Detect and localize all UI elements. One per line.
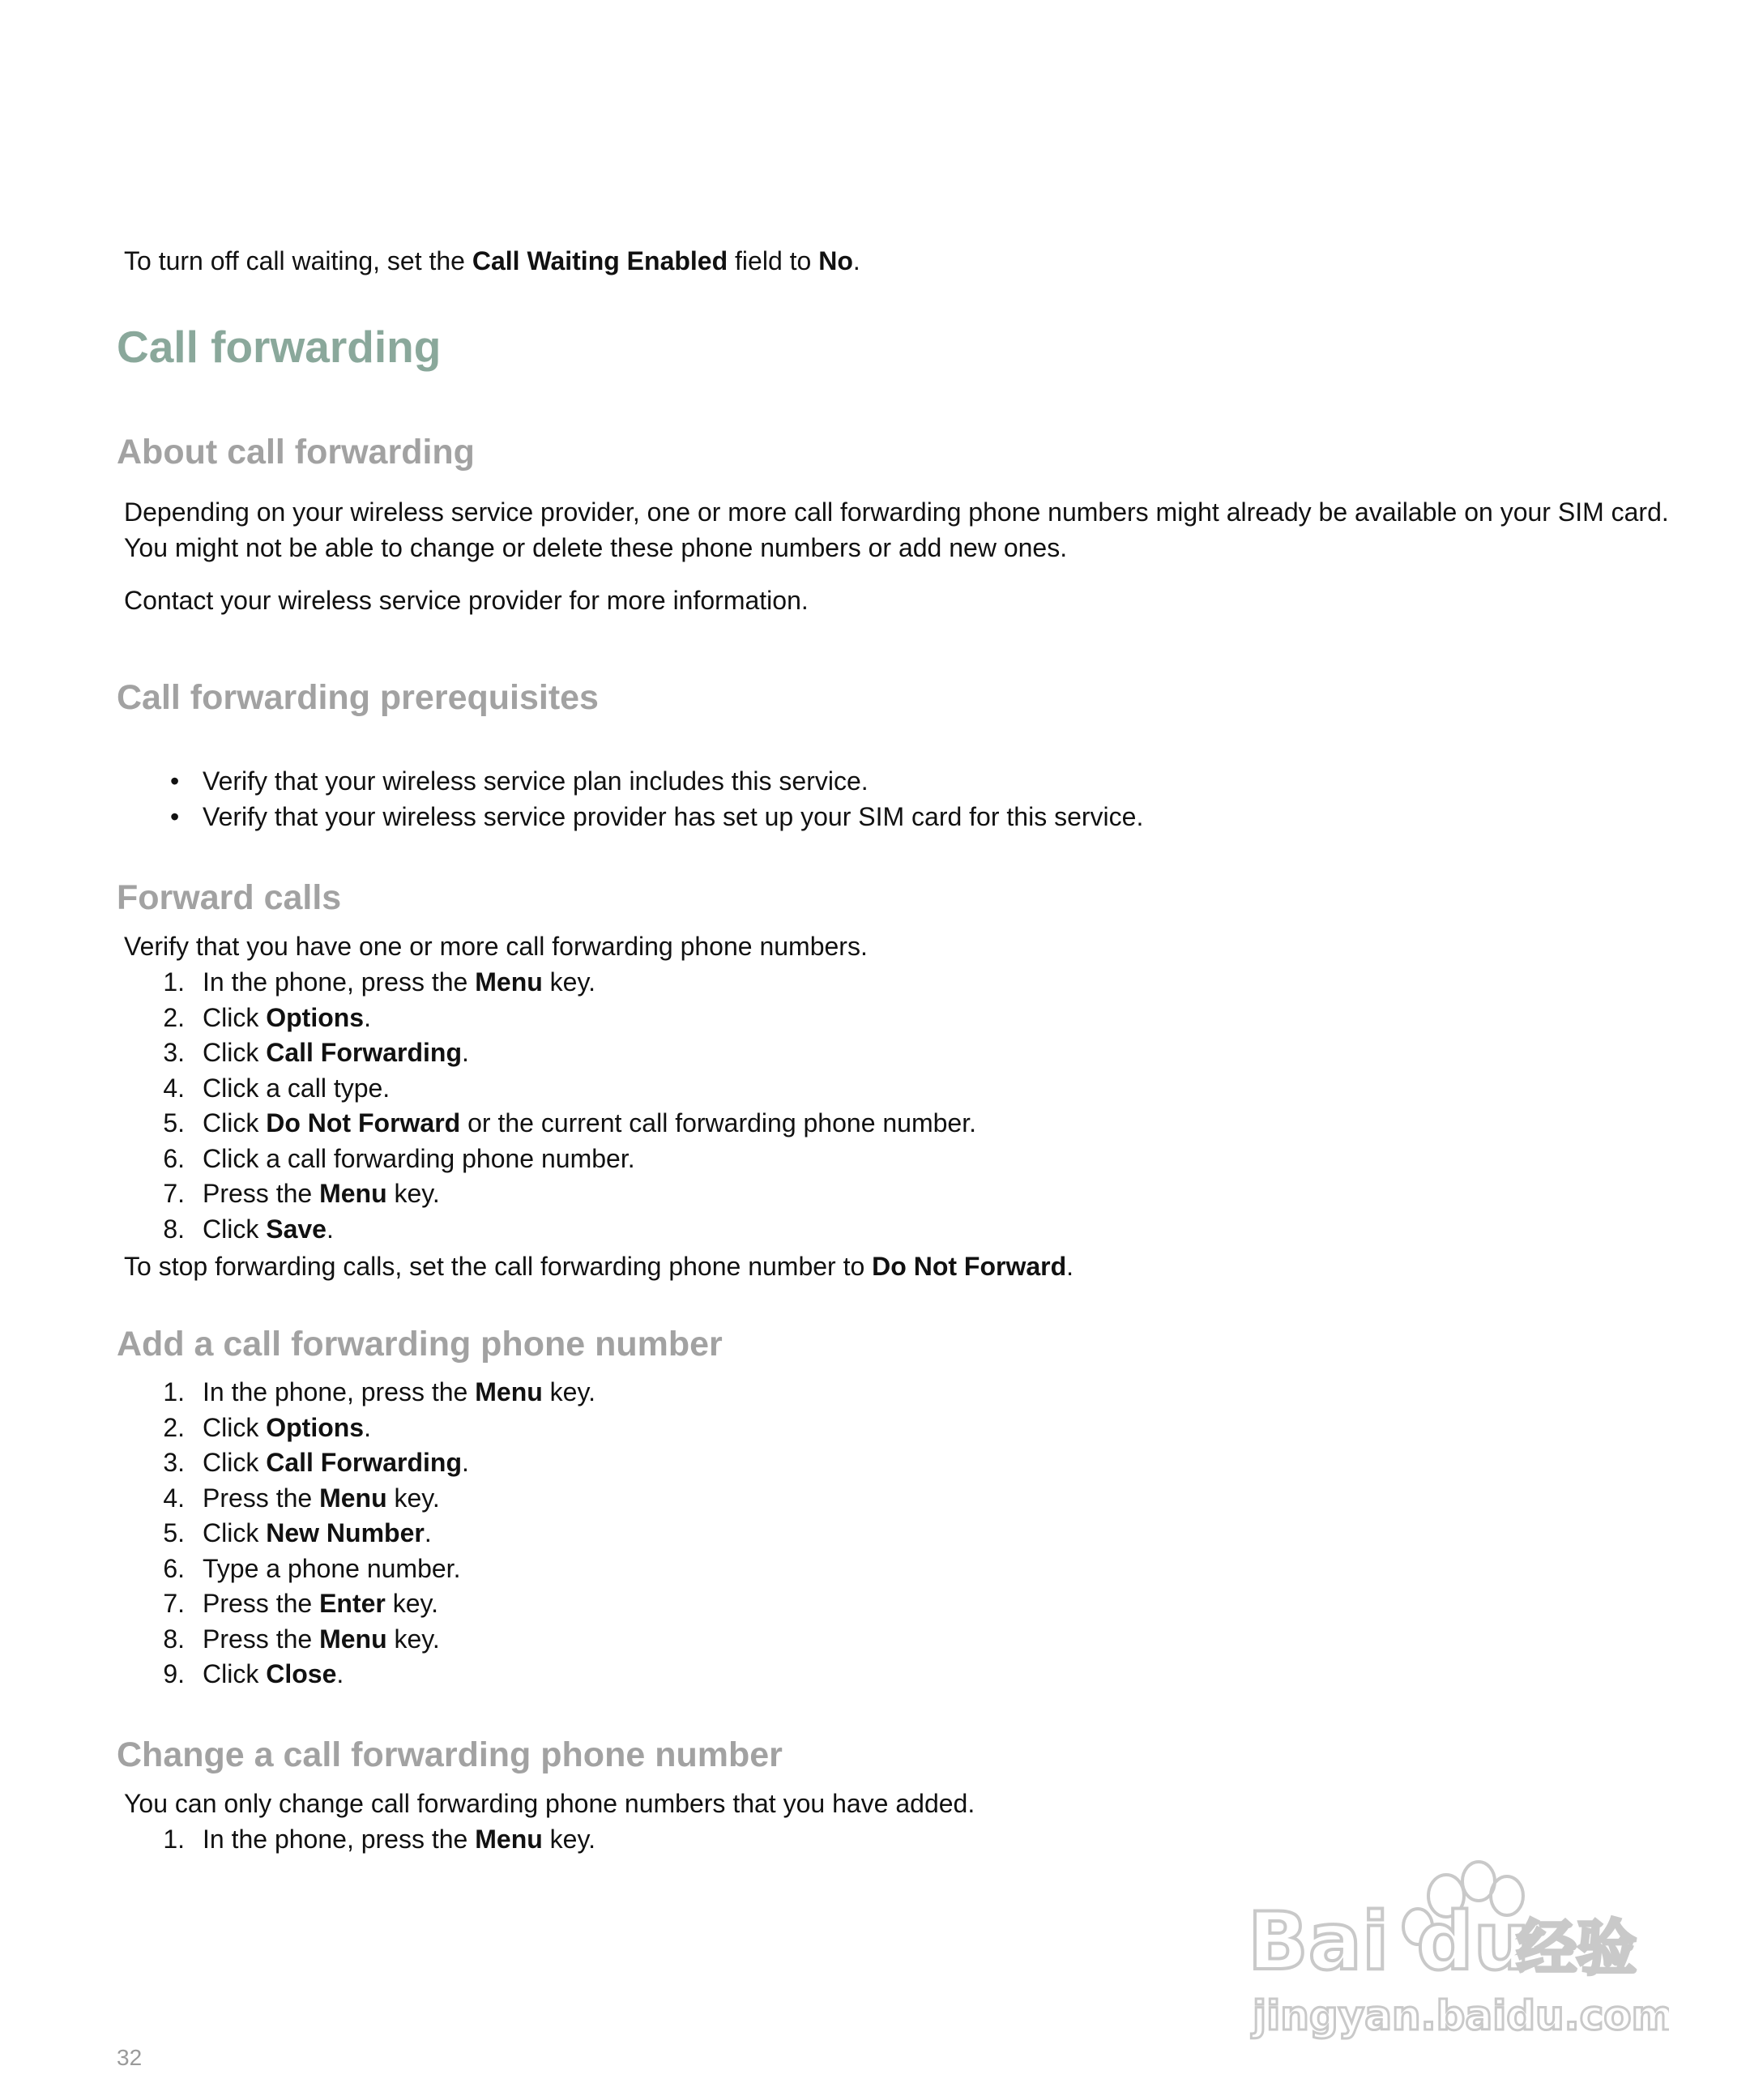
step-text: Click a call type. (203, 1073, 391, 1103)
watermark-brand: Bai du (1248, 1896, 1530, 1988)
page-number: 32 (117, 2045, 143, 2070)
page-title: Call forwarding (117, 322, 442, 372)
step-text: Click Call Forwarding. (203, 1038, 469, 1067)
forward-outro: To stop forwarding calls, set the call forwarding phone number to Do Not Forward. (124, 1252, 1074, 1281)
step-text: Click Save. (203, 1214, 334, 1244)
step-number: 2. (163, 1002, 185, 1032)
step-number: 1. (163, 1825, 185, 1854)
step-text: Press the Menu key. (203, 1624, 440, 1654)
step-number: 2. (163, 1412, 185, 1442)
step-text: Press the Menu key. (203, 1179, 440, 1208)
step-text: Click Call Forwarding. (203, 1448, 469, 1477)
about-paragraph-line2: You might not be able to change or delete these phone numbers or add new ones. (124, 533, 1068, 562)
step-text: Click Close. (203, 1659, 344, 1688)
baidu-paw-logo-icon (1248, 1847, 1669, 2042)
step-text: Press the Enter key. (203, 1589, 439, 1618)
step-text: Press the Menu key. (203, 1483, 440, 1513)
step-number: 1. (163, 1377, 185, 1406)
change-heading: Change a call forwarding phone number (117, 1735, 783, 1774)
step-number: 4. (163, 1483, 185, 1513)
forward-heading: Forward calls (117, 878, 342, 917)
step-number: 4. (163, 1073, 185, 1103)
step-text: Click Do Not Forward or the current call forwarding phone number. (203, 1108, 976, 1138)
step-text: Type a phone number. (203, 1553, 461, 1583)
bullet-icon: • (170, 766, 180, 796)
step-number: 5. (163, 1108, 185, 1138)
prereq-text: Verify that your wireless service provider has set up your SIM card for this service. (203, 801, 1144, 831)
about-heading: About call forwarding (117, 433, 475, 472)
about-contact-paragraph: Contact your wireless service provider for more information. (124, 586, 809, 615)
step-text: In the phone, press the Menu key. (203, 1377, 595, 1406)
watermark-cn: 经验 (1517, 1914, 1637, 1983)
step-number: 7. (163, 1589, 185, 1618)
step-text: Click Options. (203, 1002, 371, 1032)
prereq-heading: Call forwarding prerequisites (117, 678, 599, 717)
step-number: 1. (163, 967, 185, 997)
bullet-icon: • (170, 801, 180, 831)
watermark-url: jingyan.baidu.com (1253, 1992, 1669, 2039)
baidu-watermark (1248, 1847, 1669, 2042)
step-number: 7. (163, 1179, 185, 1208)
call-waiting-note: To turn off call waiting, set the Call Waiting Enabled field to No. (124, 246, 860, 275)
step-number: 8. (163, 1214, 185, 1244)
step-text: Click Options. (203, 1412, 371, 1442)
step-number: 3. (163, 1038, 185, 1067)
step-text: Click a call forwarding phone number. (203, 1143, 635, 1173)
prereq-text: Verify that your wireless service plan includes this service. (203, 766, 869, 796)
step-text: In the phone, press the Menu key. (203, 967, 595, 997)
about-paragraph-line1: Depending on your wireless service provider, one or more call forwarding phone numbers might already be available on your SIM card. (124, 497, 1669, 527)
step-text: Click New Number. (203, 1518, 432, 1547)
step-number: 6. (163, 1143, 185, 1173)
change-intro: You can only change call forwarding phone numbers that you have added. (124, 1789, 975, 1818)
forward-intro: Verify that you have one or more call forwarding phone numbers. (124, 932, 868, 961)
step-number: 9. (163, 1659, 185, 1688)
add-heading: Add a call forwarding phone number (117, 1325, 723, 1364)
step-number: 5. (163, 1518, 185, 1547)
step-number: 8. (163, 1624, 185, 1654)
step-number: 3. (163, 1448, 185, 1477)
step-number: 6. (163, 1553, 185, 1583)
step-text: In the phone, press the Menu key. (203, 1825, 595, 1854)
